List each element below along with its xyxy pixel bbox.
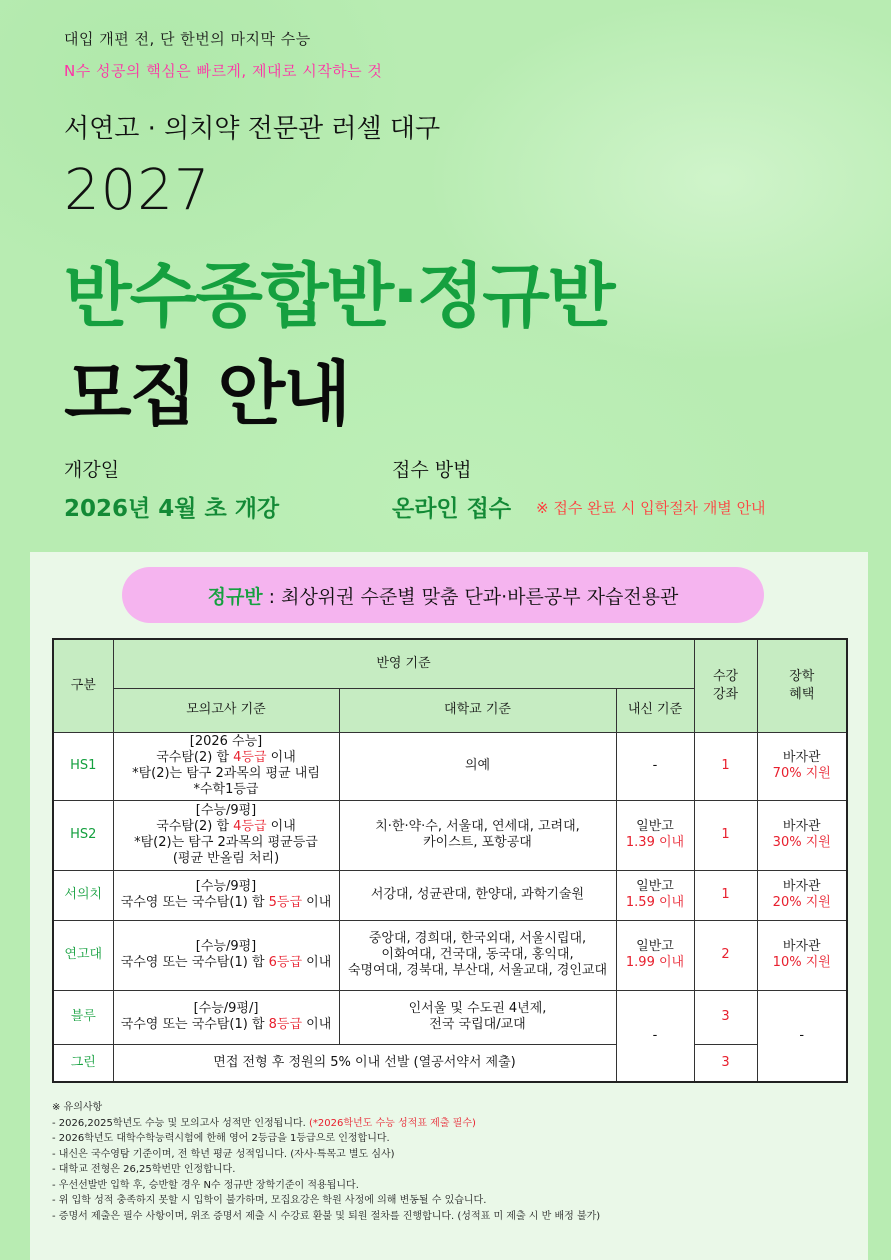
kicker-line-1: 대입 개편 전, 단 한번의 마지막 수능 [64, 30, 311, 48]
course-count: 1 [694, 870, 757, 920]
class-banner [122, 567, 764, 623]
header-courses: 수강 강좌 [694, 639, 757, 732]
start-date-label: 개강일 [64, 459, 120, 481]
row-code: HS2 [53, 800, 113, 870]
scholarship: 바자관 20% 지원 [757, 870, 847, 920]
class-banner-key: 정규반 [207, 585, 263, 608]
school-criteria: - [616, 990, 694, 1082]
note-item: - 대학교 전형은 26,25학번만 인정합니다. [52, 1164, 236, 1175]
mock-criteria: [수능/9평] 국수영 또는 국수탐(1) 합 6등급 이내 [113, 920, 339, 990]
row-code: 블루 [53, 990, 113, 1044]
note-item: - 2026학년도 대학수학능력시험에 한해 영어 2등급을 1등급으로 인정합니다. [52, 1133, 390, 1144]
school-criteria: 일반고 1.59 이내 [616, 870, 694, 920]
row-code: 연고대 [53, 920, 113, 990]
header-university: 대학교 기준 [339, 688, 616, 732]
notes-title: ※ 유의사항 [52, 1102, 103, 1113]
table-row [53, 990, 847, 1044]
mock-criteria: [수능/9평/] 국수영 또는 국수탐(1) 합 8등급 이내 [113, 990, 339, 1044]
table-row [53, 800, 847, 870]
school-criteria: 일반고 1.99 이내 [616, 920, 694, 990]
note-item: - 위 입학 성적 충족하지 못할 시 입학이 불가하며, 모집요강은 학원 사정에 의해 변동될 수 있습니다. [52, 1195, 487, 1206]
course-count: 3 [694, 1044, 757, 1082]
header-type: 구분 [53, 639, 113, 732]
header-mock-exam: 모의고사 기준 [113, 688, 339, 732]
univ-criteria: 의예 [339, 732, 616, 800]
note-item: - 내신은 국수영탐 기준이며, 전 학년 평균 성적입니다. (자사·특목고 별도 심사) [52, 1148, 395, 1160]
row-code: 그린 [53, 1044, 113, 1082]
course-count: 3 [694, 990, 757, 1044]
row-code: HS1 [53, 732, 113, 800]
merged-criteria: 면접 전형 후 정원의 5% 이내 선발 (열공서약서 제출) [113, 1044, 616, 1082]
univ-criteria: 인서울 및 수도권 4년제, 전국 국립대/교대 [339, 990, 616, 1044]
year-heading: 2027 [64, 158, 211, 223]
header-criteria: 반영 기준 [113, 639, 694, 688]
class-banner-text: : 최상위권 수준별 맞춤 단과·바른공부 자습전용관 [268, 585, 679, 608]
mock-criteria: [수능/9평] 국수탐(2) 합 4등급 이내 *탐(2)는 탐구 2과목의 평균등급 (평균 반올림 처리) [113, 800, 339, 870]
univ-criteria: 서강대, 성균관대, 한양대, 과학기술원 [339, 870, 616, 920]
note-item: - 2026,2025학년도 수능 및 모의고사 성적만 인정됩니다. (*2026학년도 수능 성적표 제출 필수) [52, 1117, 476, 1129]
criteria-table [52, 638, 848, 1083]
table-row [53, 870, 847, 920]
apply-note: ※ 접수 완료 시 입학절차 개별 안내 [536, 499, 766, 517]
course-count: 2 [694, 920, 757, 990]
kicker-line-2: N수 성공의 핵심은 빠르게, 제대로 시작하는 것 [64, 62, 383, 80]
course-count: 1 [694, 800, 757, 870]
note-item: - 증명서 제출은 필수 사항이며, 위조 증명서 제출 시 수강료 환불 및 퇴원 절차를 진행합니다. (성적표 미 제출 시 반 배정 불가) [52, 1210, 601, 1222]
school-criteria: - [616, 732, 694, 800]
apply-method-label: 접수 방법 [392, 459, 472, 481]
note-item: - 우선선발반 입학 후, 승반할 경우 N수 정규반 장학기준이 적용됩니다. [52, 1179, 359, 1191]
notes-section [52, 1100, 852, 1224]
mock-criteria: [수능/9평] 국수영 또는 국수탐(1) 합 5등급 이내 [113, 870, 339, 920]
title-line-1: 반수종합반·정규반 [64, 255, 614, 337]
brand-name: 서연고 · 의치약 전문관 러셀 대구 [64, 114, 441, 144]
table-row [53, 920, 847, 990]
table-row [53, 732, 847, 800]
apply-method-value: 온라인 접수 [392, 496, 512, 522]
school-criteria: 일반고 1.39 이내 [616, 800, 694, 870]
scholarship: 바자관 10% 지원 [757, 920, 847, 990]
scholarship: - [757, 990, 847, 1082]
mock-criteria: [2026 수능] 국수탐(2) 합 4등급 이내 *탐(2)는 탐구 2과목의 평균 내림 *수학1등급 [113, 732, 339, 800]
univ-criteria: 중앙대, 경희대, 한국외대, 서울시립대, 이화여대, 건국대, 동국대, 홍익대, 숙명여대, 경북대, 부산대, 서울교대, 경인교대 [339, 920, 616, 990]
scholarship: 바자관 30% 지원 [757, 800, 847, 870]
univ-criteria: 치·한·약·수, 서울대, 연세대, 고려대, 카이스트, 포항공대 [339, 800, 616, 870]
start-date-value: 2026년 4월 초 개강 [64, 496, 280, 522]
row-code: 서의치 [53, 870, 113, 920]
table-row [53, 1044, 847, 1082]
header-scholarship: 장학 혜택 [757, 639, 847, 732]
course-count: 1 [694, 732, 757, 800]
header-school-grade: 내신 기준 [616, 688, 694, 732]
scholarship: 바자관 70% 지원 [757, 732, 847, 800]
title-line-2: 모집 안내 [64, 353, 349, 435]
